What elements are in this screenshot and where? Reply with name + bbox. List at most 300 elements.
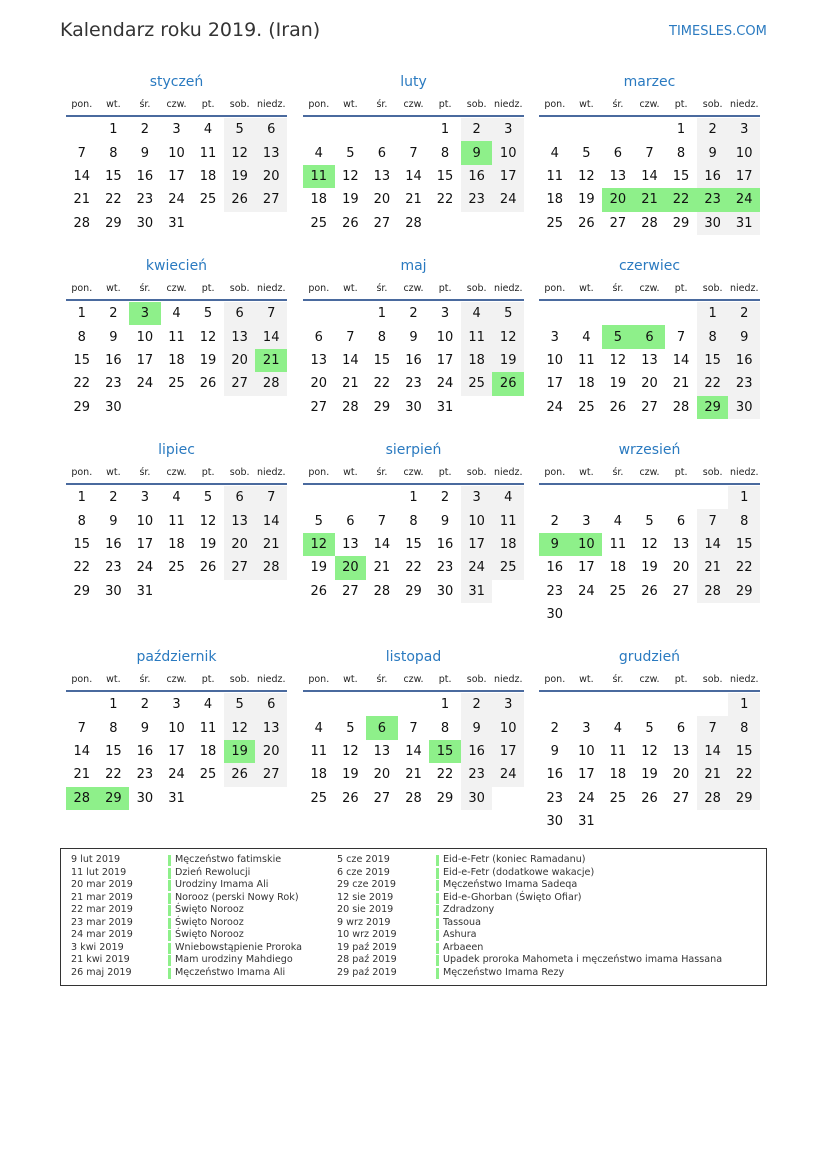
weekday-label: sob. [702,466,723,478]
day: 18 [546,192,564,208]
weekday-label: śr. [376,673,388,685]
day: 1 [377,306,387,322]
legend-date: 29 cze 2019 [337,879,396,890]
day: 26 [310,583,328,599]
day: 18 [168,352,185,368]
day: 18 [609,767,627,783]
day: 7 [255,302,287,325]
day: 3 [140,490,150,506]
day: 20 [224,533,256,556]
day: 22 [436,767,454,783]
day: 18 [199,743,217,759]
day: 25 [578,399,595,415]
day: 22 [728,556,760,579]
holiday-day: 9 [539,533,571,556]
weekday-label: sob. [229,673,250,685]
legend-name: Tassoua [443,916,481,928]
day-grid [66,302,287,419]
day: 13 [641,352,658,368]
month-name: kwiecień [145,258,208,274]
day: 11 [461,325,493,348]
day: 18 [168,536,185,552]
legend-date: 9 wrz 2019 [337,916,391,928]
day: 25 [546,215,564,231]
day: 15 [73,352,91,368]
day: 8 [440,145,450,161]
day: 26 [609,399,627,415]
holiday-day: 12 [303,533,335,556]
weekday-label: śr. [376,466,388,478]
day: 26 [199,560,217,576]
day: 23 [136,767,154,783]
day: 26 [224,763,256,786]
legend-row [337,917,757,930]
day: 5 [645,513,654,529]
day: 20 [373,192,391,208]
month-10 [66,646,287,810]
weekday-label: czw. [403,466,424,478]
day: 19 [199,536,217,552]
holiday-day: 11 [303,165,335,188]
holiday-day: 28 [66,787,98,810]
day: 2 [550,720,559,736]
day: 30 [136,215,154,231]
legend-row [71,892,331,905]
legend-name: Eid-e-Ghorban (Święto Ofiar) [443,891,582,903]
day: 31 [461,580,493,603]
day-grid [66,118,287,235]
day: 21 [672,376,690,392]
legend-row [71,879,331,892]
holiday-day: 10 [571,533,603,556]
weekday-label: wt. [106,466,121,478]
legend-date: 23 mar 2019 [71,916,133,928]
day: 29 [405,583,422,599]
legend-date: 12 sie 2019 [337,891,394,903]
weekday-label: pt. [438,673,452,685]
weekday-label: wt. [579,282,594,294]
day: 30 [728,396,760,419]
day: 21 [405,767,422,783]
month-name: wrzesień [618,442,681,458]
day: 20 [672,767,690,783]
day: 20 [373,767,391,783]
empty-cell [539,302,571,325]
month-3 [539,71,760,235]
day: 2 [461,118,493,141]
day: 25 [609,583,627,599]
day: 13 [672,536,690,552]
day: 26 [641,790,658,806]
weekday-label: pt. [201,466,215,478]
day: 16 [136,743,154,759]
day: 4 [550,145,559,161]
day: 17 [436,352,454,368]
legend-name: Święto Norooz [175,916,244,928]
day: 12 [199,513,217,529]
weekday-header [539,668,760,692]
legend-name: Urodziny Imama Ali [175,879,269,890]
day: 14 [405,168,422,184]
holiday-day: 21 [255,349,287,372]
empty-cell [366,486,398,509]
day: 27 [641,399,658,415]
weekday-label: pt. [438,466,452,478]
weekday-label: wt. [579,466,594,478]
day: 23 [461,763,493,786]
weekday-label: pon. [71,98,93,110]
day: 13 [224,325,256,348]
legend-name: Święto Norooz [175,929,244,940]
day: 15 [728,740,760,763]
day: 23 [728,372,760,395]
day: 28 [697,580,729,603]
day: 14 [672,352,690,368]
day: 16 [546,767,564,783]
legend-marker [168,893,171,904]
weekday-header [66,277,287,301]
empty-cell [539,118,571,141]
day: 4 [613,513,623,529]
day: 8 [409,513,418,529]
day: 23 [105,376,122,392]
day: 8 [676,145,686,161]
legend-name: Zdradzony [443,904,495,915]
empty-cell [66,118,98,141]
day: 17 [168,743,185,759]
day: 15 [728,533,760,556]
day: 2 [140,697,150,713]
day: 19 [578,192,595,208]
legend-marker [168,868,171,879]
day: 27 [255,763,287,786]
weekday-header [303,93,524,117]
day: 8 [77,513,86,529]
weekday-label: niedz. [493,673,523,685]
day: 24 [492,763,524,786]
day-grid [539,693,760,833]
day: 8 [697,325,729,348]
weekday-label: pt. [674,282,688,294]
day: 11 [546,168,564,184]
empty-cell [634,486,666,509]
legend-marker [436,880,439,891]
legend-name: Męczeństwo Imama Ali [175,966,286,978]
day: 17 [168,168,185,184]
month-1 [66,71,287,235]
weekday-label: wt. [343,282,358,294]
legend-marker [168,968,171,979]
weekday-header [66,461,287,485]
day: 6 [613,145,623,161]
holiday-day: 9 [461,141,493,164]
month-6 [539,255,760,419]
day: 9 [140,145,150,161]
weekday-label: pt. [438,98,452,110]
empty-cell [303,118,335,141]
weekday-header [539,93,760,117]
day: 2 [409,306,418,322]
day: 11 [609,536,627,552]
day: 27 [373,215,391,231]
day: 24 [578,583,595,599]
legend-row [337,879,757,892]
day: 10 [728,141,760,164]
legend-marker [168,930,171,941]
month-name: sierpień [385,442,442,458]
day: 16 [436,536,454,552]
weekday-header [539,277,760,301]
legend-marker [436,918,439,929]
day: 13 [342,536,359,552]
weekday-label: wt. [106,282,121,294]
legend-row [337,929,757,942]
day: 4 [314,145,323,161]
holiday-day: 3 [129,302,161,325]
legend-date: 9 lut 2019 [71,854,121,865]
month-name: luty [400,74,427,90]
day: 6 [224,486,256,509]
weekday-label: pon. [71,466,93,478]
day: 20 [641,376,658,392]
day: 28 [405,790,422,806]
day: 6 [224,302,256,325]
day: 27 [672,790,690,806]
day: 12 [609,352,627,368]
weekday-label: czw. [639,98,660,110]
day: 28 [255,556,287,579]
month-12 [539,646,760,833]
weekday-label: pon. [308,466,330,478]
legend-marker [168,855,171,866]
day: 27 [310,399,328,415]
weekday-label: sob. [466,98,487,110]
day: 15 [105,168,122,184]
weekday-label: pon. [544,98,566,110]
holiday-day: 5 [602,325,634,348]
day: 29 [73,583,91,599]
month-8 [303,439,524,603]
day: 1 [440,697,450,713]
day: 9 [109,513,118,529]
month-5 [303,255,524,419]
legend-date: 26 maj 2019 [71,966,132,978]
day: 14 [73,743,91,759]
day: 25 [461,372,493,395]
legend-row [71,942,331,955]
day: 14 [697,740,729,763]
day: 30 [461,787,493,810]
legend-date: 20 mar 2019 [71,879,133,890]
legend-date: 21 kwi 2019 [71,954,130,965]
weekday-header [66,668,287,692]
empty-cell [602,693,634,716]
day: 13 [255,141,287,164]
day: 9 [440,513,450,529]
day: 9 [697,141,729,164]
day: 21 [342,376,359,392]
day: 22 [436,192,454,208]
legend-name: Eid-e-Fetr (dodatkowe wakacje) [443,866,595,878]
day: 16 [105,352,122,368]
day: 5 [314,513,323,529]
day: 3 [582,513,591,529]
legend-date: 21 mar 2019 [71,891,133,903]
day: 26 [342,790,359,806]
empty-cell [539,486,571,509]
day: 5 [582,145,591,161]
legend-marker [168,955,171,966]
day-grid [303,693,524,810]
day: 4 [461,302,493,325]
month-2 [303,71,524,235]
day: 19 [342,767,359,783]
day-grid [539,118,760,235]
day: 1 [440,122,450,138]
day: 7 [645,145,654,161]
legend-date: 29 paź 2019 [337,966,397,978]
day: 31 [728,212,760,235]
day: 3 [582,720,591,736]
holiday-day: 19 [224,740,256,763]
weekday-label: sob. [466,466,487,478]
empty-cell [602,302,634,325]
legend-date: 28 paź 2019 [337,954,397,965]
day-grid [66,486,287,603]
weekday-label: pon. [308,98,330,110]
legend-name: Męczeństwo fatimskie [175,854,282,865]
holiday-day: 6 [634,325,666,348]
holiday-legend [60,848,767,986]
day: 29 [373,399,391,415]
weekday-label: czw. [403,98,424,110]
day: 21 [255,533,287,556]
empty-cell [634,693,666,716]
weekday-label: pt. [201,98,215,110]
day: 16 [136,168,154,184]
day: 23 [405,376,422,392]
weekday-label: pon. [71,673,93,685]
day: 19 [342,192,359,208]
day: 25 [168,560,185,576]
weekday-label: niedz. [256,98,286,110]
day: 8 [377,329,387,345]
day: 23 [105,560,122,576]
legend-date: 11 lut 2019 [71,866,127,878]
day: 8 [77,329,86,345]
weekday-label: sob. [229,282,250,294]
day: 18 [199,168,217,184]
day: 7 [409,145,418,161]
legend-date: 19 paź 2019 [337,941,397,953]
day: 3 [492,118,524,141]
day: 11 [609,743,627,759]
weekday-label: pon. [308,673,330,685]
day: 14 [697,533,729,556]
empty-cell [303,486,335,509]
weekday-label: sob. [466,673,487,685]
day: 8 [109,145,118,161]
legend-name: Eid-e-Fetr (koniec Ramadanu) [443,854,586,865]
legend-name: Męczeństwo Imama Sadeqa [443,879,578,890]
day: 5 [346,145,355,161]
weekday-header [539,461,760,485]
day: 16 [405,352,422,368]
holiday-day: 24 [728,188,760,211]
day: 29 [728,787,760,810]
day-grid [539,486,760,626]
day: 10 [461,509,493,532]
day: 19 [224,165,256,188]
day: 19 [641,767,658,783]
legend-name: Mam urodziny Mahdiego [175,954,293,965]
day: 5 [203,306,213,322]
weekday-label: pt. [201,282,215,294]
day: 19 [310,560,328,576]
empty-cell [66,693,98,716]
weekday-label: wt. [343,98,358,110]
day: 10 [546,352,564,368]
day-grid [539,302,760,419]
weekday-label: śr. [139,98,151,110]
weekday-label: czw. [166,673,187,685]
weekday-label: śr. [612,673,624,685]
legend-name: Święto Norooz [175,904,244,915]
day: 20 [672,560,690,576]
day: 25 [199,192,217,208]
day: 4 [172,306,181,322]
weekday-label: sob. [466,282,487,294]
day: 1 [77,490,86,506]
weekday-label: czw. [639,673,660,685]
brand-link[interactable]: TIMESLES.COM [669,24,767,39]
empty-cell [602,118,634,141]
month-name: grudzień [618,649,681,665]
weekday-label: czw. [403,282,424,294]
weekday-label: niedz. [256,466,286,478]
weekday-label: sob. [229,466,250,478]
day: 4 [203,122,213,138]
weekday-label: czw. [403,673,424,685]
legend-name: Upadek proroka Mahometa i męczeństwo imama Hassana [443,954,723,965]
day: 16 [461,165,493,188]
day: 6 [377,145,387,161]
day: 10 [168,145,185,161]
day: 18 [461,349,493,372]
weekday-label: czw. [166,98,187,110]
day: 20 [310,376,328,392]
day: 2 [697,118,729,141]
empty-cell [335,302,367,325]
weekday-label: sob. [702,282,723,294]
day: 25 [168,376,185,392]
day: 6 [346,513,355,529]
day: 28 [342,399,359,415]
day: 11 [492,509,524,532]
day: 30 [436,583,454,599]
day-grid [303,118,524,235]
day: 10 [136,513,154,529]
day: 26 [199,376,217,392]
empty-cell [697,693,729,716]
day: 14 [373,536,391,552]
day: 21 [697,556,729,579]
empty-cell [335,486,367,509]
legend-marker [436,930,439,941]
day-grid [303,302,524,419]
day: 9 [550,743,559,759]
day: 27 [373,790,391,806]
